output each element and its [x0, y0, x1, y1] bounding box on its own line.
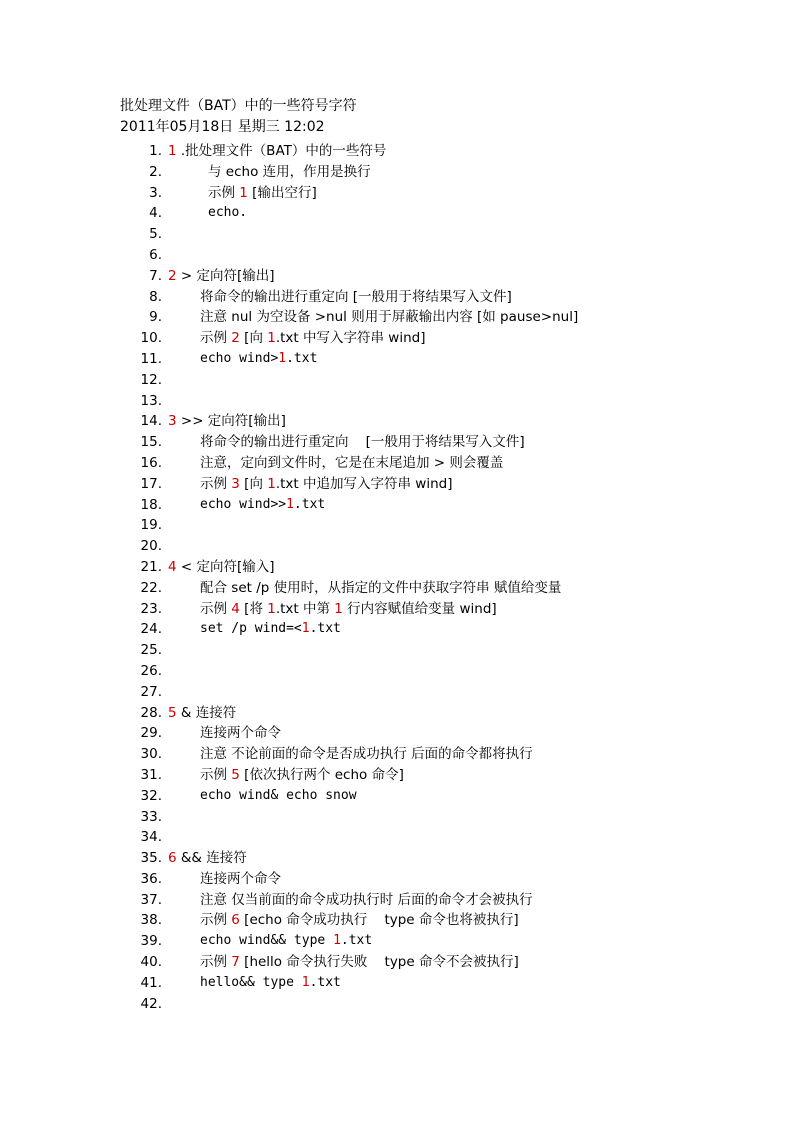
line-number: 11. [140, 350, 162, 367]
line-text: & 连接符 [176, 704, 237, 721]
line-number: 5. [149, 226, 162, 243]
listing-line [120, 619, 780, 640]
line-content [200, 307, 578, 328]
line-content [200, 287, 512, 308]
listing-line [120, 682, 780, 703]
listing-line [120, 931, 780, 952]
line-number: 29. [140, 725, 162, 742]
line-content [168, 266, 275, 287]
line-number: 20. [140, 538, 162, 555]
line-number: 22. [140, 579, 162, 596]
listing-line [120, 453, 780, 474]
line-text: 将命令的输出进行重定向 [一般用于将结果写入文件] [200, 288, 512, 305]
line-text: 示例 [200, 954, 232, 971]
line-text: < 定向符[输入] [176, 558, 275, 575]
line-text: && 连接符 [176, 850, 247, 867]
listing-line [120, 994, 780, 1015]
line-text: > 定向符[输出] [176, 267, 275, 284]
line-text: .txt [309, 621, 341, 637]
listing-line [120, 848, 780, 869]
listing-line [120, 266, 780, 287]
listing-line [120, 786, 780, 807]
listing-line [120, 744, 780, 765]
line-number: 32. [140, 787, 162, 804]
line-content [200, 578, 561, 599]
line-number: 17. [140, 475, 162, 492]
red-number: 1 [267, 330, 276, 347]
line-text: [依次执行两个 echo 命令] [239, 766, 404, 783]
listing-line [120, 557, 780, 578]
line-number: 39. [140, 933, 162, 950]
line-content [200, 495, 325, 516]
line-text: 示例 [200, 766, 232, 783]
line-number: 18. [140, 496, 162, 513]
line-text: [输出空行] [247, 184, 317, 201]
line-text: echo wind&& type [200, 933, 334, 949]
listing-line [120, 287, 780, 308]
line-content [168, 703, 236, 724]
red-number: 1 [267, 475, 276, 492]
line-text: echo wind> [200, 350, 279, 366]
listing-line [120, 307, 780, 328]
red-number: 3 [231, 475, 240, 492]
line-number: 35. [140, 850, 162, 867]
red-number: 1 [301, 621, 310, 637]
listing-line [120, 827, 780, 848]
listing-line [120, 640, 780, 661]
red-number: 4 [231, 600, 240, 617]
document-header [120, 96, 357, 138]
red-number: 5 [168, 704, 177, 721]
listing-line [120, 515, 780, 536]
line-number: 38. [140, 912, 162, 929]
listing-line [120, 495, 780, 516]
red-number: 5 [231, 766, 240, 783]
line-content [200, 328, 425, 349]
line-number: 28. [140, 704, 162, 721]
line-content [168, 411, 286, 432]
line-text: 示例 [208, 184, 240, 201]
line-number: 24. [140, 621, 162, 638]
line-text: echo wind& echo snow [200, 787, 357, 803]
line-number: 9. [149, 309, 162, 326]
listing-line [120, 328, 780, 349]
line-content [200, 474, 452, 495]
line-content [200, 786, 357, 807]
listing-line [120, 765, 780, 786]
line-content [200, 453, 503, 474]
listing-line [120, 370, 780, 391]
listing-line [120, 578, 780, 599]
line-text: hello&& type [200, 974, 302, 990]
listing-line [120, 141, 780, 162]
listing-line [120, 703, 780, 724]
line-number: 34. [140, 829, 162, 846]
listing-line [120, 869, 780, 890]
line-number: 21. [140, 558, 162, 575]
line-number: 40. [140, 954, 162, 971]
line-text: .txt 中写入字符串 wind] [275, 330, 426, 347]
line-number: 12. [140, 371, 162, 388]
red-number: 6 [231, 912, 240, 929]
line-text: [向 [239, 475, 268, 492]
code-listing [120, 141, 780, 1014]
line-text: 注意 nul 为空设备 >nul 则用于屏蔽输出内容 [如 pause>nul] [200, 309, 579, 326]
line-content [168, 848, 247, 869]
line-text: 连接两个命令 [200, 725, 281, 742]
line-content [200, 432, 525, 453]
line-content [200, 952, 519, 973]
line-number: 31. [140, 766, 162, 783]
line-text: set /p wind=< [200, 621, 302, 637]
red-number: 1 [278, 350, 287, 366]
red-number: 1 [239, 184, 248, 201]
listing-line [120, 245, 780, 266]
line-text: 配合 set /p 使用时，从指定的文件中获取字符串 赋值给变量 [200, 579, 562, 596]
line-number: 13. [140, 392, 162, 409]
line-number: 1. [149, 143, 162, 159]
line-text: 注意 不论前面的命令是否成功执行 后面的命令都将执行 [200, 746, 533, 763]
listing-line [120, 723, 780, 744]
line-number: 37. [140, 891, 162, 908]
line-number: 7. [149, 267, 162, 284]
listing-line [120, 952, 780, 973]
listing-line [120, 224, 780, 245]
red-number: 1 [333, 933, 341, 949]
line-text: .批处理文件（BAT）中的一些符号 [176, 143, 387, 159]
line-text: 示例 [200, 475, 232, 492]
line-text: .txt [340, 933, 373, 949]
line-number: 41. [140, 974, 162, 991]
line-number: 19. [140, 517, 162, 534]
red-number: 7 [231, 954, 240, 971]
document-date: 2011年05月18日 星期三 12:02 [120, 119, 325, 135]
line-content [200, 765, 404, 786]
listing-line [120, 661, 780, 682]
line-text: 示例 [200, 600, 232, 617]
line-content [200, 599, 497, 620]
line-content [200, 349, 317, 370]
line-text: .txt [309, 974, 341, 990]
line-number: 14. [140, 413, 162, 430]
red-number: 1 [301, 974, 310, 990]
red-number: 3 [168, 413, 177, 430]
line-text: 连接两个命令 [200, 870, 281, 887]
red-number: 2 [168, 267, 177, 284]
listing-line [120, 474, 780, 495]
listing-line [120, 391, 780, 412]
listing-line [120, 432, 780, 453]
line-number: 30. [140, 746, 162, 763]
line-text: .txt 中第 [275, 600, 335, 617]
document-title: 批处理文件（BAT）中的一些符号字符 [120, 98, 357, 114]
line-number: 42. [140, 995, 162, 1012]
line-number: 27. [140, 683, 162, 700]
line-text: echo. [208, 205, 248, 221]
line-content [208, 162, 371, 183]
line-number: 3. [149, 184, 162, 201]
red-number: 2 [231, 330, 240, 347]
line-text: 将命令的输出进行重定向 [一般用于将结果写入文件] [200, 434, 525, 451]
line-content [200, 619, 341, 640]
line-text: [将 [239, 600, 268, 617]
line-content [200, 890, 533, 911]
listing-line [120, 411, 780, 432]
line-text: .txt [286, 350, 318, 366]
line-number: 36. [140, 870, 162, 887]
line-text: 注意，定向到文件时，它是在末尾追加 > 则会覆盖 [200, 454, 504, 471]
line-content [200, 869, 281, 890]
red-number: 1 [267, 600, 276, 617]
listing-line [120, 203, 780, 224]
line-content [200, 931, 372, 952]
line-number: 6. [149, 246, 162, 263]
line-content [200, 973, 341, 994]
line-text: 行内容赋值给变量 wind] [342, 600, 497, 617]
line-text: 示例 [200, 330, 232, 347]
line-number: 2. [149, 163, 162, 180]
line-content [168, 141, 386, 162]
listing-line [120, 807, 780, 828]
listing-line [120, 599, 780, 620]
line-number: 8. [149, 288, 162, 305]
listing-line [120, 349, 780, 370]
line-number: 25. [140, 642, 162, 659]
line-number: 4. [149, 205, 162, 222]
red-number: 1 [334, 600, 343, 617]
line-content [200, 910, 519, 931]
listing-line [120, 910, 780, 931]
line-text: echo wind>> [200, 496, 287, 512]
line-number: 10. [140, 330, 162, 347]
line-number: 26. [140, 662, 162, 679]
red-number: 1 [286, 496, 294, 512]
line-content [200, 723, 281, 744]
line-number: 33. [140, 808, 162, 825]
line-content [208, 203, 247, 224]
listing-line [120, 890, 780, 911]
line-content [208, 183, 317, 204]
line-number: 16. [140, 454, 162, 471]
red-number: 1 [168, 143, 177, 159]
red-number: 4 [168, 558, 177, 575]
listing-line [120, 183, 780, 204]
line-content [168, 557, 275, 578]
line-text: 注意 仅当前面的命令成功执行时 后面的命令才会被执行 [200, 891, 533, 908]
line-text: 与 echo 连用，作用是换行 [208, 163, 371, 180]
line-text: 示例 [200, 912, 232, 929]
red-number: 6 [168, 850, 177, 867]
line-number: 15. [140, 434, 162, 451]
line-text: .txt 中追加写入字符串 wind] [275, 475, 453, 492]
line-number: 23. [140, 600, 162, 617]
line-text: [hello 命令执行失败 type 命令不会被执行] [239, 954, 519, 971]
line-text: >> 定向符[输出] [176, 413, 286, 430]
listing-line [120, 162, 780, 183]
line-text: .txt [293, 496, 326, 512]
line-content [200, 744, 533, 765]
line-text: [echo 命令成功执行 type 命令也将被执行] [239, 912, 519, 929]
listing-line [120, 973, 780, 994]
listing-line [120, 536, 780, 557]
line-text: [向 [239, 330, 268, 347]
